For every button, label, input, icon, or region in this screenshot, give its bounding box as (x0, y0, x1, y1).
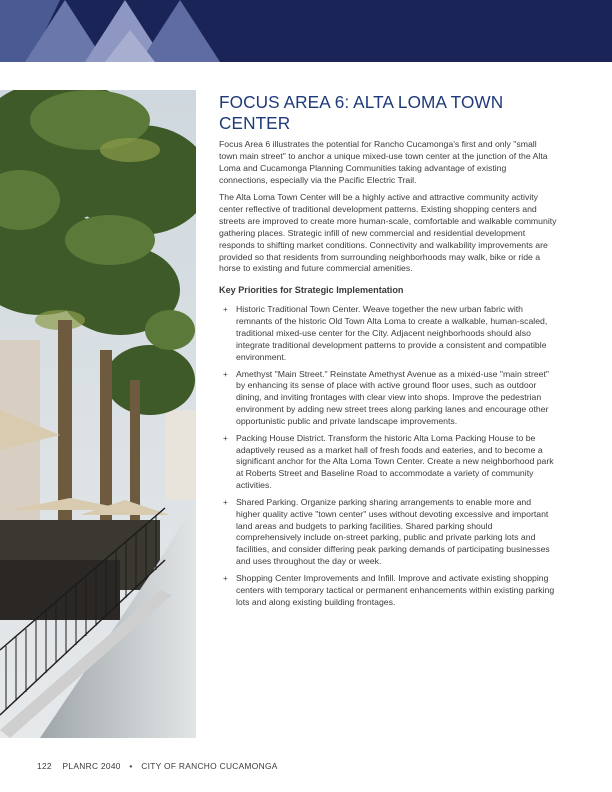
plan-name: PLANRC 2040 (62, 761, 121, 771)
plus-bullet-icon: + (223, 305, 228, 315)
city-name: CITY OF RANCHO CUCAMONGA (141, 761, 278, 771)
streetscape-photo (0, 90, 196, 738)
plus-bullet-icon: + (223, 497, 228, 507)
list-item (219, 304, 557, 363)
plus-bullet-icon: + (223, 574, 228, 583)
intro-paragraph: Focus Area 6 illustrates the potential for Rancho Cucamonga's first and only "small town main street" to anchor a unique mixed-use town center at the junction of the Alta Loma and Cucamonga Planning Communities taking advantage of existing connections, especially via the Pacific Electric Trail. (219, 139, 548, 185)
priorities-heading: Key Priorities for Strategic Implementation (219, 285, 404, 296)
page-footer (37, 761, 278, 771)
footer-separator: • (129, 761, 133, 771)
list-item (219, 497, 557, 568)
list-item-text: Historic Traditional Town Center. Weave together the new urban fabric with remnants of the historic Old Town Alta Loma to create a walkable, human-scaled, traditional mixed-use center for the City. Adjacent neighborhoods should also integrate traditional development patterns to provide a consistent and compatible environment. (236, 304, 548, 362)
list-item-text: Shared Parking. Organize parking sharing arrangements to enable more and higher quality active "town center" uses without devoting excessive and important land areas and budgets to parking facilities. Shared parking should comprehensively include on-street parking, public and private parking lots and facilities, and consider differing peak parking demands of participating businesses and uses throughout the day or week. (236, 496, 550, 567)
list-item-text: Shopping Center Improvements and Infill. Improve and activate existing shopping centers with temporary tactical or permanent enhancements within existing parking lots and along existing building frontages. (236, 573, 555, 607)
list-item-text: Packing House District. Transform the historic Alta Loma Packing House to be adaptively reused as a market hall of fresh foods and eateries, and to become a significant anchor for the Alta Loma Town Center. Create a new neighborhood park at Roberts Street and Baseline Road to accommodate a variety of community activities. (236, 432, 554, 491)
header-banner (0, 0, 612, 62)
page-number: 122 (37, 761, 52, 771)
main-content (219, 92, 557, 614)
page-title: FOCUS AREA 6: ALTA LOMA TOWN CENTER (219, 92, 504, 133)
list-item (219, 433, 557, 492)
description-paragraph: The Alta Loma Town Center will be a highly active and attractive community activity center reflective of traditional development patterns. Existing shopping centers and streets are improved to create more human-scale, comfortable and walkable community gathering places. Strategic infill of new commercial and residential development responds to shifting market conditions. Connectivity and walkability improvements are provided so that residents from surrounding neighborhoods may walk, bike or ride a horse to existing and future commercial amenities. (219, 192, 557, 274)
priorities-list (219, 304, 557, 608)
plus-bullet-icon: + (223, 433, 228, 443)
plus-bullet-icon: + (223, 369, 228, 379)
list-item-text: Amethyst "Main Street." Reinstate Amethyst Avenue as a mixed-use "main street" by enhancing its sense of place with active ground floor uses, such as outdoor dining, and inviting frontages with clear view into shops. Improve the pedestrian environment by adding new street trees along parking lanes and encourage other opportunistic public and private landscape improvements. (236, 368, 549, 426)
list-item (219, 369, 557, 428)
list-item (219, 573, 557, 609)
